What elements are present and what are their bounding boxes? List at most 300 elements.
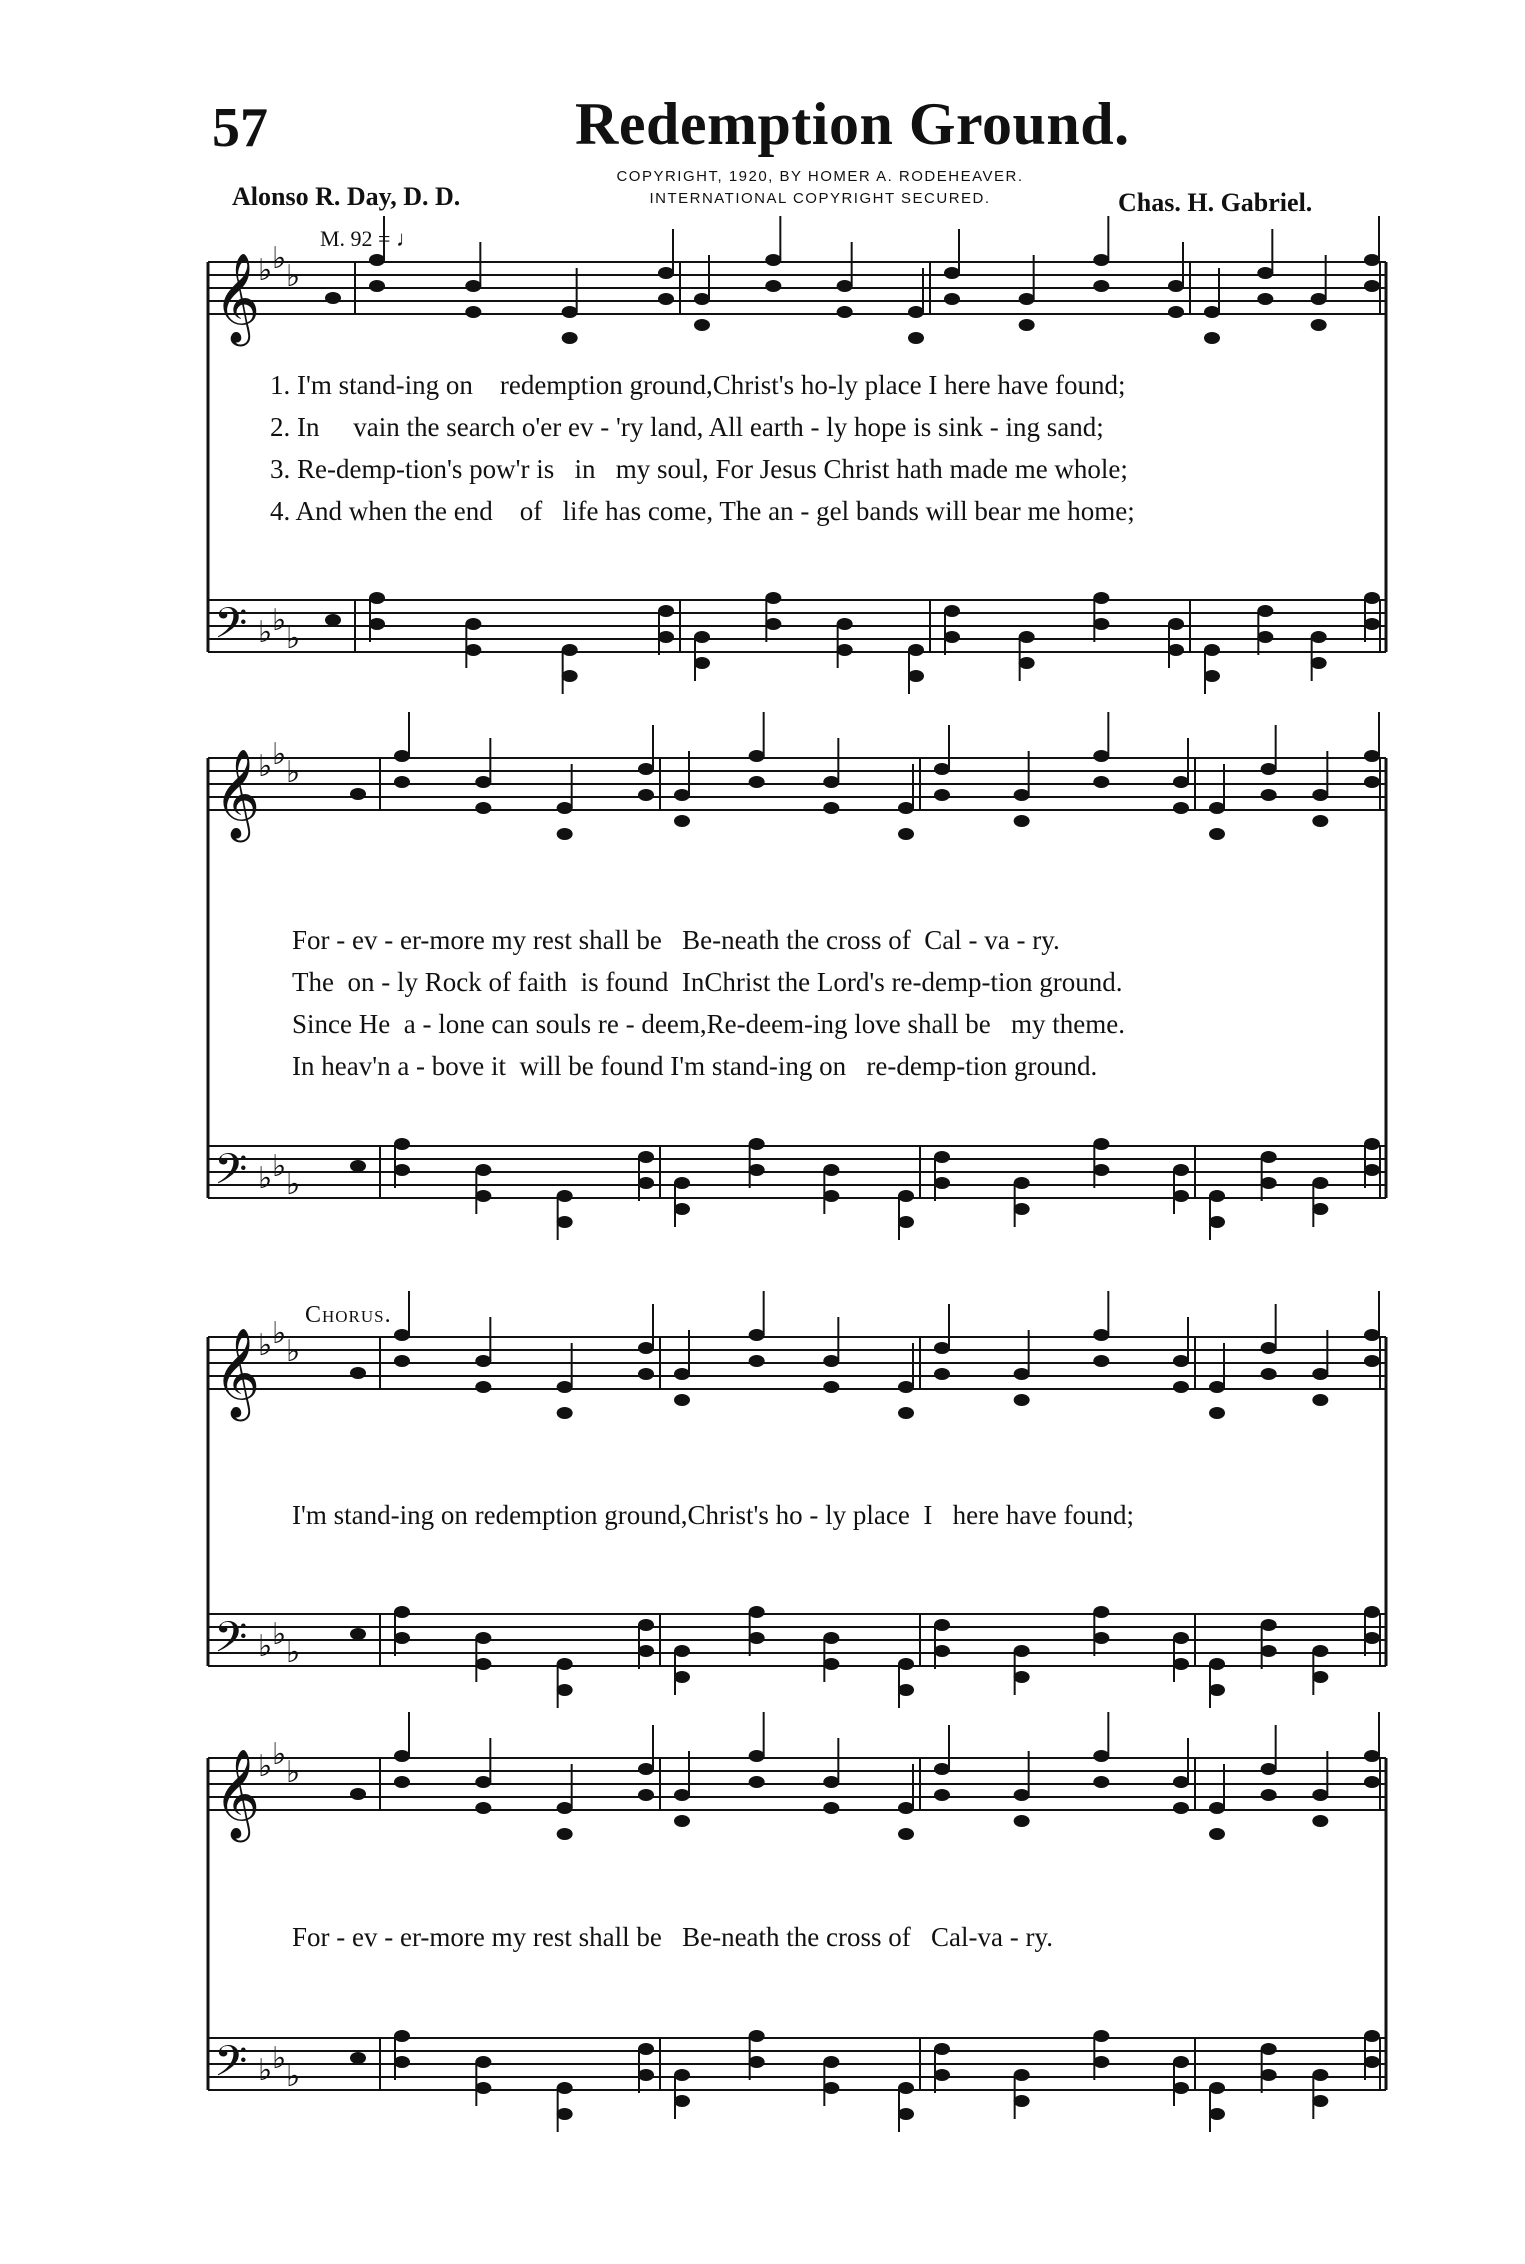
- note-head: [1364, 280, 1380, 292]
- note-head: [749, 1329, 765, 1341]
- note-head: [898, 828, 914, 840]
- verse-2-line-1: 2. In vain the search o'er ev - 'ry land, All earth - ly hope is sink - ing sand;: [270, 412, 1104, 442]
- note-head: [674, 2095, 690, 2107]
- note-head: [1093, 1329, 1109, 1341]
- note-head: [557, 802, 573, 814]
- note-head: [465, 644, 481, 656]
- note-head: [1019, 293, 1035, 305]
- note-head: [638, 1763, 654, 1775]
- note-head: [749, 750, 765, 762]
- note-head: [898, 1658, 914, 1670]
- note-head: [694, 293, 710, 305]
- flat-icon: ♭: [286, 1755, 301, 1790]
- note-head: [562, 332, 578, 344]
- note-head: [1014, 1368, 1030, 1380]
- note-head: [1364, 618, 1380, 630]
- note-head: [1209, 1407, 1225, 1419]
- note-head: [674, 2069, 690, 2081]
- note-head: [1093, 1606, 1109, 1618]
- note-head: [1312, 1203, 1328, 1215]
- note-head: [674, 1177, 690, 1189]
- flat-icon: ♭: [286, 2059, 301, 2094]
- note-head: [394, 776, 410, 788]
- note-head: [1204, 670, 1220, 682]
- note-head: [823, 1802, 839, 1814]
- note-head: [1209, 2108, 1225, 2120]
- note-head: [369, 618, 385, 630]
- note-head: [1364, 1138, 1380, 1150]
- note-head: [1168, 280, 1184, 292]
- note-head: [475, 1658, 491, 1670]
- note-head: [557, 1658, 573, 1670]
- note-head: [908, 332, 924, 344]
- note-head: [1093, 1776, 1109, 1788]
- note-head: [475, 1632, 491, 1644]
- note-head: [823, 776, 839, 788]
- flat-icon: ♭: [272, 737, 287, 772]
- note-head: [1261, 2043, 1277, 2055]
- note-head: [765, 592, 781, 604]
- note-head: [557, 828, 573, 840]
- note-head: [1204, 644, 1220, 656]
- note-head: [823, 1164, 839, 1176]
- note-head: [557, 1381, 573, 1393]
- note-head: [1209, 1190, 1225, 1202]
- note-head: [1093, 618, 1109, 630]
- note-head: [1168, 306, 1184, 318]
- note-head: [934, 789, 950, 801]
- flat-icon: ♭: [272, 1737, 287, 1772]
- note-head: [674, 1394, 690, 1406]
- note-head: [638, 789, 654, 801]
- note-head: [557, 1216, 573, 1228]
- note-head: [475, 2056, 491, 2068]
- flat-icon: ♭: [272, 603, 287, 638]
- bass-clef-icon: 𝄢: [214, 2037, 248, 2097]
- note-head: [638, 1368, 654, 1380]
- note-head: [749, 776, 765, 788]
- note-head: [562, 670, 578, 682]
- note-head: [1019, 631, 1035, 643]
- note-head: [1312, 789, 1328, 801]
- note-head: [1093, 2056, 1109, 2068]
- note-head: [1173, 1776, 1189, 1788]
- note-head: [638, 1177, 654, 1189]
- note-head: [1173, 1381, 1189, 1393]
- flat-icon: ♭: [258, 615, 273, 650]
- note-head: [394, 1164, 410, 1176]
- note-head: [394, 1329, 410, 1341]
- note-head: [658, 293, 674, 305]
- note-head: [350, 1628, 366, 1640]
- note-head: [674, 789, 690, 801]
- note-head: [898, 1216, 914, 1228]
- note-head: [1173, 1164, 1189, 1176]
- tempo-marking: M. 92 = ♩: [320, 226, 418, 251]
- note-head: [1312, 1177, 1328, 1189]
- note-head: [394, 1355, 410, 1367]
- note-head: [1093, 1632, 1109, 1644]
- note-head: [557, 1802, 573, 1814]
- note-head: [394, 1632, 410, 1644]
- note-head: [394, 2056, 410, 2068]
- author-credit: Alonso R. Day, D. D.: [232, 182, 461, 211]
- note-head: [475, 1381, 491, 1393]
- note-head: [898, 1684, 914, 1696]
- note-head: [562, 644, 578, 656]
- flat-icon: ♭: [258, 1328, 273, 1363]
- note-head: [1312, 1671, 1328, 1683]
- note-head: [1311, 657, 1327, 669]
- note-head: [475, 1190, 491, 1202]
- note-head: [1173, 1355, 1189, 1367]
- note-head: [475, 1802, 491, 1814]
- note-head: [1364, 776, 1380, 788]
- verse-2-line-2: The on - ly Rock of faith is found InChrist the Lord's re-demp-tion ground.: [292, 967, 1123, 997]
- note-head: [1261, 1342, 1277, 1354]
- flat-icon: ♭: [258, 1749, 273, 1784]
- note-head: [837, 618, 853, 630]
- note-head: [1014, 815, 1030, 827]
- note-head: [837, 280, 853, 292]
- note-head: [658, 631, 674, 643]
- note-head: [1173, 776, 1189, 788]
- note-head: [1014, 2095, 1030, 2107]
- note-head: [557, 1684, 573, 1696]
- treble-clef-icon: 𝄞: [214, 1328, 261, 1418]
- note-head: [898, 1802, 914, 1814]
- note-head: [898, 1407, 914, 1419]
- flat-icon: ♭: [272, 1617, 287, 1652]
- note-head: [749, 1776, 765, 1788]
- note-head: [1257, 631, 1273, 643]
- note-head: [394, 1776, 410, 1788]
- verse-3-line-2: Since He a - lone can souls re - deem,Re-deem-ing love shall be my theme.: [292, 1009, 1125, 1039]
- note-head: [1093, 1750, 1109, 1762]
- note-head: [1019, 657, 1035, 669]
- note-head: [465, 280, 481, 292]
- note-head: [1261, 1177, 1277, 1189]
- note-head: [674, 1671, 690, 1683]
- bass-clef-icon: 𝄢: [214, 1145, 248, 1205]
- note-head: [823, 1190, 839, 1202]
- flat-icon: ♭: [286, 1635, 301, 1670]
- note-head: [1312, 2069, 1328, 2081]
- note-head: [350, 1367, 366, 1379]
- note-head: [934, 1368, 950, 1380]
- note-head: [394, 2030, 410, 2042]
- note-head: [557, 1828, 573, 1840]
- verse-1-line-1: 1. I'm stand-ing on redemption ground,Christ's ho-ly place I here have found;: [270, 370, 1126, 400]
- verse-4-line-2: In heav'n a - bove it will be found I'm stand-ing on re-demp-tion ground.: [292, 1051, 1098, 1081]
- note-head: [1168, 618, 1184, 630]
- note-head: [1257, 605, 1273, 617]
- note-head: [749, 1138, 765, 1150]
- note-head: [1209, 2082, 1225, 2094]
- verse-1-line-2: For - ev - er-more my rest shall be Be-neath the cross of Cal - va - ry.: [292, 925, 1060, 955]
- note-head: [674, 1368, 690, 1380]
- treble-clef-icon: 𝄞: [214, 253, 261, 343]
- note-head: [1364, 1750, 1380, 1762]
- note-head: [749, 1632, 765, 1644]
- note-head: [562, 306, 578, 318]
- verse-3-line-1: 3. Re-demp-tion's pow'r is in my soul, For Jesus Christ hath made me whole;: [270, 454, 1128, 484]
- bass-clef-icon: 𝄢: [214, 599, 248, 659]
- note-head: [908, 306, 924, 318]
- note-head: [1093, 254, 1109, 266]
- note-head: [674, 1203, 690, 1215]
- note-head: [1261, 1645, 1277, 1657]
- note-head: [898, 802, 914, 814]
- note-head: [934, 763, 950, 775]
- note-head: [1364, 1355, 1380, 1367]
- note-head: [823, 1632, 839, 1644]
- note-head: [1257, 267, 1273, 279]
- note-head: [1364, 1164, 1380, 1176]
- note-head: [1364, 2030, 1380, 2042]
- treble-clef-icon: 𝄞: [214, 1749, 261, 1839]
- note-head: [898, 2082, 914, 2094]
- hymn-title: Redemption Ground.: [575, 91, 1130, 157]
- note-head: [638, 1342, 654, 1354]
- note-head: [944, 631, 960, 643]
- chorus-line-1: I'm stand-ing on redemption ground,Christ's ho - ly place I here have found;: [292, 1500, 1135, 1530]
- note-head: [1311, 319, 1327, 331]
- note-head: [369, 592, 385, 604]
- note-head: [1168, 644, 1184, 656]
- flat-icon: ♭: [258, 253, 273, 288]
- note-head: [638, 1151, 654, 1163]
- note-head: [1093, 776, 1109, 788]
- note-head: [694, 657, 710, 669]
- note-head: [1014, 1177, 1030, 1189]
- note-head: [898, 1828, 914, 1840]
- note-head: [1364, 1329, 1380, 1341]
- flat-icon: ♭: [258, 749, 273, 784]
- note-head: [1173, 1802, 1189, 1814]
- note-head: [658, 605, 674, 617]
- flat-icon: ♭: [272, 2041, 287, 2076]
- note-head: [1209, 1684, 1225, 1696]
- flat-icon: ♭: [286, 621, 301, 656]
- note-head: [638, 763, 654, 775]
- note-head: [1173, 1190, 1189, 1202]
- note-head: [475, 1776, 491, 1788]
- note-head: [1312, 1368, 1328, 1380]
- note-head: [1204, 332, 1220, 344]
- note-head: [1209, 1802, 1225, 1814]
- note-head: [934, 1763, 950, 1775]
- note-head: [1312, 1815, 1328, 1827]
- note-head: [1311, 631, 1327, 643]
- note-head: [898, 2108, 914, 2120]
- note-head: [934, 1151, 950, 1163]
- note-head: [638, 1789, 654, 1801]
- note-head: [1311, 293, 1327, 305]
- note-head: [1312, 2095, 1328, 2107]
- note-head: [934, 1789, 950, 1801]
- note-head: [465, 618, 481, 630]
- flat-icon: ♭: [272, 241, 287, 276]
- note-head: [1364, 1606, 1380, 1618]
- note-head: [638, 2043, 654, 2055]
- note-head: [765, 280, 781, 292]
- note-head: [1014, 1815, 1030, 1827]
- note-head: [823, 2056, 839, 2068]
- note-head: [1204, 306, 1220, 318]
- note-head: [557, 1190, 573, 1202]
- note-head: [749, 1606, 765, 1618]
- note-head: [823, 2082, 839, 2094]
- note-head: [674, 1645, 690, 1657]
- flat-icon: ♭: [258, 2053, 273, 2088]
- note-head: [1209, 1658, 1225, 1670]
- note-head: [823, 1355, 839, 1367]
- note-head: [934, 1342, 950, 1354]
- note-head: [934, 2069, 950, 2081]
- note-head: [934, 1645, 950, 1657]
- note-head: [350, 1160, 366, 1172]
- note-head: [1173, 2056, 1189, 2068]
- note-head: [765, 618, 781, 630]
- note-head: [1093, 2030, 1109, 2042]
- note-head: [1312, 1394, 1328, 1406]
- note-head: [1364, 254, 1380, 266]
- treble-clef-icon: 𝄞: [214, 749, 261, 839]
- note-head: [749, 2056, 765, 2068]
- composer-credit: Chas. H. Gabriel.: [1118, 188, 1313, 217]
- note-head: [674, 815, 690, 827]
- note-head: [823, 1658, 839, 1670]
- note-head: [394, 750, 410, 762]
- flat-icon: ♭: [258, 1629, 273, 1664]
- note-head: [674, 1789, 690, 1801]
- note-head: [475, 1355, 491, 1367]
- note-head: [1093, 750, 1109, 762]
- note-head: [1014, 789, 1030, 801]
- note-head: [1261, 1151, 1277, 1163]
- note-head: [934, 2043, 950, 2055]
- note-head: [557, 2108, 573, 2120]
- note-head: [908, 644, 924, 656]
- note-head: [1261, 789, 1277, 801]
- note-head: [1364, 2056, 1380, 2068]
- note-head: [557, 1407, 573, 1419]
- note-head: [350, 788, 366, 800]
- chorus-label: Chorus.: [305, 1302, 392, 1328]
- note-head: [369, 280, 385, 292]
- flat-icon: ♭: [272, 1149, 287, 1184]
- note-head: [934, 1619, 950, 1631]
- copyright-line-1: COPYRIGHT, 1920, BY HOMER A. RODEHEAVER.: [616, 168, 1024, 185]
- note-head: [1209, 1216, 1225, 1228]
- note-head: [475, 1164, 491, 1176]
- note-head: [1312, 1789, 1328, 1801]
- note-head: [1257, 293, 1273, 305]
- hymn-number: 57: [212, 97, 268, 159]
- note-head: [1093, 1138, 1109, 1150]
- note-head: [1312, 1645, 1328, 1657]
- flat-icon: ♭: [272, 1316, 287, 1351]
- note-head: [475, 776, 491, 788]
- note-head: [749, 2030, 765, 2042]
- chorus-line-2: For - ev - er-more my rest shall be Be-neath the cross of Cal-va - ry.: [292, 1922, 1053, 1952]
- note-head: [350, 1788, 366, 1800]
- note-head: [837, 644, 853, 656]
- note-head: [934, 1177, 950, 1189]
- note-head: [1173, 802, 1189, 814]
- note-head: [823, 1776, 839, 1788]
- note-head: [1014, 1645, 1030, 1657]
- note-head: [658, 267, 674, 279]
- note-head: [465, 306, 481, 318]
- note-head: [1209, 828, 1225, 840]
- note-head: [1173, 1658, 1189, 1670]
- note-head: [325, 292, 341, 304]
- note-head: [823, 1381, 839, 1393]
- note-head: [1093, 280, 1109, 292]
- note-head: [749, 1355, 765, 1367]
- note-head: [765, 254, 781, 266]
- note-head: [475, 2082, 491, 2094]
- note-head: [1173, 1632, 1189, 1644]
- note-head: [1364, 1632, 1380, 1644]
- note-head: [1093, 592, 1109, 604]
- note-head: [1014, 1394, 1030, 1406]
- note-head: [1014, 2069, 1030, 2081]
- note-head: [350, 2052, 366, 2064]
- flat-icon: ♭: [286, 259, 301, 294]
- verse-4-line-1: 4. And when the end of life has come, The an - gel bands will bear me home;: [270, 496, 1135, 526]
- note-head: [1364, 1776, 1380, 1788]
- note-head: [638, 2069, 654, 2081]
- note-head: [1209, 802, 1225, 814]
- note-head: [1014, 1203, 1030, 1215]
- note-head: [1261, 1368, 1277, 1380]
- copyright-line-2: INTERNATIONAL COPYRIGHT SECURED.: [649, 190, 991, 207]
- note-head: [638, 1645, 654, 1657]
- note-head: [1014, 1671, 1030, 1683]
- note-head: [394, 1606, 410, 1618]
- flat-icon: ♭: [286, 1167, 301, 1202]
- flat-icon: ♭: [258, 1161, 273, 1196]
- flat-icon: ♭: [286, 1334, 301, 1369]
- note-head: [1261, 1619, 1277, 1631]
- note-head: [898, 1190, 914, 1202]
- bass-clef-icon: 𝄢: [214, 1613, 248, 1673]
- note-head: [1093, 1164, 1109, 1176]
- note-head: [394, 1750, 410, 1762]
- note-head: [944, 605, 960, 617]
- note-head: [394, 1138, 410, 1150]
- note-head: [674, 1815, 690, 1827]
- note-head: [475, 802, 491, 814]
- note-head: [823, 802, 839, 814]
- note-head: [837, 306, 853, 318]
- note-head: [694, 631, 710, 643]
- note-head: [1364, 750, 1380, 762]
- note-head: [1093, 1355, 1109, 1367]
- note-head: [1019, 319, 1035, 331]
- note-head: [944, 293, 960, 305]
- note-head: [1261, 1763, 1277, 1775]
- note-head: [638, 1619, 654, 1631]
- note-head: [694, 319, 710, 331]
- note-head: [1014, 1789, 1030, 1801]
- note-head: [1261, 2069, 1277, 2081]
- note-head: [1173, 2082, 1189, 2094]
- note-head: [749, 1750, 765, 1762]
